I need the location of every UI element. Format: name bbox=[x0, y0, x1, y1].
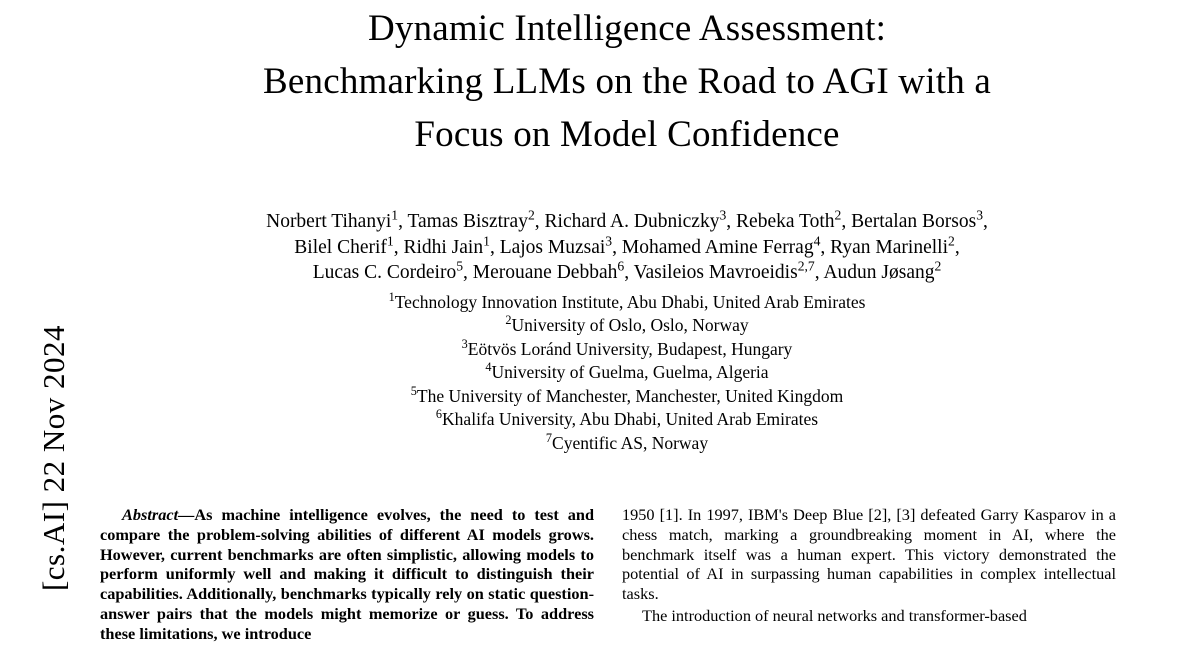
affiliation-marker: 2 bbox=[505, 313, 512, 328]
affiliation-text: The University of Manchester, Manchester, United Kingdom bbox=[416, 385, 844, 406]
affiliation-marker: 1 bbox=[388, 289, 395, 304]
affiliation-item bbox=[100, 291, 1154, 315]
title-line-1: Dynamic Intelligence Assessment: bbox=[367, 8, 887, 49]
author-line: Bilel Cherif$^1$, Ridhi Jain$^1$, Lajos Muzsai$^3$, Mohamed Amine Ferrag$^4$, Ryan Marinelli$^2$, bbox=[294, 233, 960, 258]
title-line-2: Benchmarking LLMs on the Road to AGI with a bbox=[263, 61, 991, 102]
affiliation-item bbox=[100, 432, 1154, 456]
affiliation-item bbox=[100, 361, 1154, 385]
affiliation-text: University of Oslo, Oslo, Norway bbox=[511, 315, 749, 336]
affiliation-item bbox=[100, 314, 1154, 338]
abstract-paragraph bbox=[100, 505, 594, 644]
abstract-text: As machine intelligence evolves, the need to test and compare the problem-solving abilities of different AI models grows. However, current benchmarks are often simplistic, allowing models to perform uniformly well and making it difficult to distinguish their capabilities. Additionally, benchmarks typically rely on static question-answer pairs that the models might memorize or guess. To address these limitations, we introduce bbox=[100, 505, 594, 643]
right-column bbox=[622, 505, 1116, 644]
body-paragraph: The introduction of neural networks and transformer-based bbox=[642, 605, 1027, 625]
affiliation-marker: 3 bbox=[461, 336, 468, 351]
affiliation-marker: 4 bbox=[485, 360, 492, 375]
affiliation-text: University of Guelma, Guelma, Algeria bbox=[491, 362, 769, 383]
affiliation-text: Technology Innovation Institute, Abu Dhabi, United Arab Emirates bbox=[394, 291, 866, 312]
author-line: Lucas C. Cordeiro$^5$, Merouane Debbah$^6$, Vasileios Mavroeidis$^{2,7}$, Audun Jøsang$^2$ bbox=[312, 258, 942, 283]
author-list bbox=[100, 209, 1154, 286]
title-line-3: Focus on Model Confidence bbox=[414, 114, 840, 155]
affiliation-text: Khalifa University, Abu Dhabi, United Arab Emirates bbox=[442, 409, 819, 430]
affiliation-list bbox=[100, 291, 1154, 456]
affiliation-marker: 6 bbox=[435, 407, 443, 422]
affiliation-item bbox=[100, 408, 1154, 432]
paper-content bbox=[100, 0, 1154, 648]
affiliation-marker: 5 bbox=[410, 384, 417, 399]
affiliation-item bbox=[100, 338, 1154, 362]
body-paragraph: 1950 [1]. In 1997, IBM's Deep Blue [2], [3] defeated Garry Kasparov in a chess match, marking a groundbreaking moment in AI, where the benchmark itself was a human expert. This victory demonstrated the potential of AI in surpassing human capabilities in complex intellectual tasks. bbox=[622, 505, 1116, 604]
left-column bbox=[100, 505, 594, 644]
affiliation-text: Eötvös Loránd University, Budapest, Hungary bbox=[467, 338, 793, 359]
abstract-label: Abstract— bbox=[122, 505, 195, 524]
arxiv-stamp-text: [cs.AI] 22 Nov 2024 bbox=[36, 324, 71, 592]
affiliation-marker: 7 bbox=[545, 431, 553, 446]
affiliation-item bbox=[100, 385, 1154, 409]
arxiv-stamp bbox=[6, 0, 102, 648]
author-line: Norbert Tihanyi$^1$, Tamas Bisztray$^2$, Richard A. Dubniczky$^3$, Rebeka Toth$^2$, Bertalan Borsos$^3$, bbox=[266, 207, 988, 232]
body-columns bbox=[100, 505, 1154, 644]
page-title bbox=[100, 0, 1154, 161]
affiliation-text: Cyentific AS, Norway bbox=[552, 433, 709, 454]
